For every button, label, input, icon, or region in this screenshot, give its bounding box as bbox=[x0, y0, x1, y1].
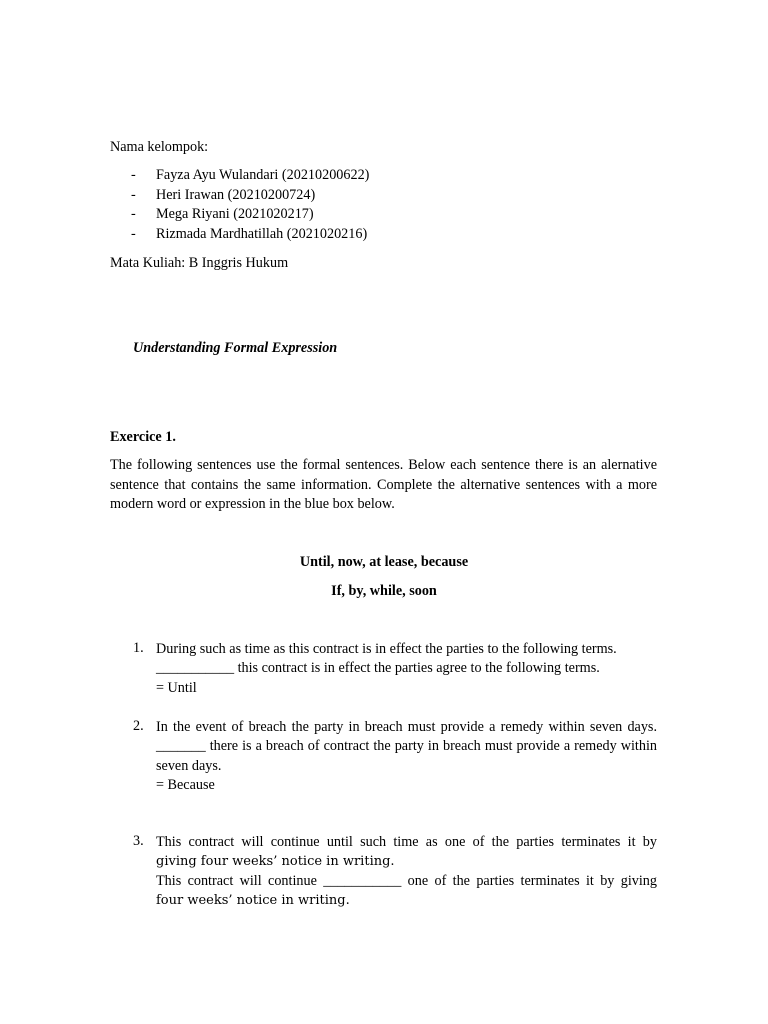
formal-sentence: This contract will continue until such time as one of the parties terminates it by bbox=[156, 834, 657, 850]
member-list bbox=[110, 166, 369, 244]
exercise-instructions: The following sentences use the formal sentences. Below each sentence there is an alernative sentence that contains the same information. Complete the alternative sentences with a more modern word or expression in the blue box below. bbox=[110, 457, 657, 512]
exercise-item-3 bbox=[133, 833, 657, 910]
member-name: Fayza Ayu Wulandari (20210200622) bbox=[156, 167, 370, 183]
list-dash: - bbox=[131, 186, 136, 203]
member-name: Rizmada Mardhatillah (2021020216) bbox=[156, 225, 368, 242]
exercise-item-2 bbox=[133, 718, 657, 795]
alternative-sentence: This contract will continue ___________ one of the parties terminates it by giving bbox=[156, 872, 657, 889]
list-item bbox=[110, 225, 369, 245]
formal-sentence: During such as time as this contract is in effect the parties to the following terms. bbox=[156, 641, 617, 657]
member-name: Heri Irawan (20210200724) bbox=[156, 186, 316, 203]
list-dash: - bbox=[131, 206, 136, 222]
exercise-heading: Exercice 1. bbox=[110, 429, 176, 445]
answer: = Because bbox=[156, 776, 215, 793]
alternative-sentence: _______ there is a breach of contract the party in breach must provide a remedy within seven days. bbox=[156, 738, 657, 774]
list-item bbox=[110, 205, 369, 225]
formal-sentence: In the event of breach the party in breach must provide a remedy within seven days. bbox=[156, 719, 657, 735]
word-box-line-1: Until, now, at lease, because bbox=[299, 554, 469, 570]
list-item bbox=[110, 186, 369, 206]
page-title: Understanding Formal Expression bbox=[133, 340, 338, 356]
list-dash: - bbox=[131, 225, 136, 242]
formal-sentence-continued: giving four weeks’ notice in writing. bbox=[156, 854, 395, 870]
alternative-sentence: ___________ this contract is in effect the parties agree to the following terms. bbox=[156, 660, 600, 677]
word-box-line-2: If, by, while, soon bbox=[331, 583, 437, 599]
group-label: Nama kelompok: bbox=[110, 139, 209, 155]
item-number: 2. bbox=[133, 718, 144, 734]
member-name: Mega Riyani (2021020217) bbox=[156, 206, 314, 222]
exercise-item-1 bbox=[133, 640, 657, 698]
item-number: 1. bbox=[133, 640, 144, 656]
answer: = Until bbox=[156, 679, 197, 696]
item-number: 3. bbox=[133, 833, 144, 849]
alternative-sentence-continued: four weeks’ notice in writing. bbox=[156, 892, 350, 908]
list-item bbox=[110, 166, 369, 186]
list-dash: - bbox=[131, 167, 136, 183]
course-name: Mata Kuliah: B Inggris Hukum bbox=[110, 255, 289, 271]
